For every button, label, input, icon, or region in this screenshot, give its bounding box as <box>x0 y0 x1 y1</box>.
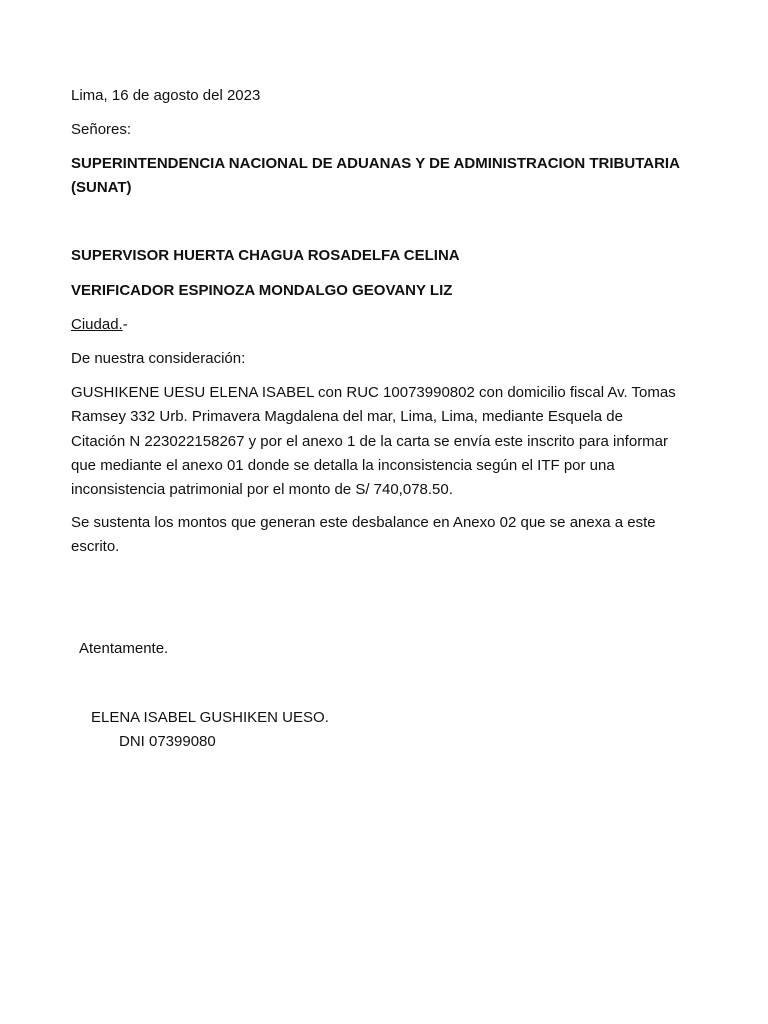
body-paragraph-line: Citación N 223022158267 y por el anexo 1 de la carta se envía este inscrito para informar <box>71 432 669 450</box>
city-label: Ciudad. <box>71 316 123 333</box>
city-line <box>71 313 128 337</box>
verifier-line: VERIFICADOR ESPINOZA MONDALGO GEOVANY LIZ <box>71 282 453 299</box>
recipient-org-line1: SUPERINTENDENCIA NACIONAL DE ADUANAS Y DE ADMINISTRACION TRIBUTARIA <box>71 155 680 172</box>
supervisor-line: SUPERVISOR HUERTA CHAGUA ROSADELFA CELINA <box>71 247 460 264</box>
second-paragraph-line: Se sustenta los montos que generan este desbalance en Anexo 02 que se anexa a este <box>71 514 656 531</box>
greeting: De nuestra consideración: <box>71 350 246 367</box>
body-paragraph-line: Ramsey 332 Urb. Primavera Magdalena del mar, Lima, Lima, mediante Esquela de <box>71 408 623 426</box>
second-paragraph-line: escrito. <box>71 538 120 556</box>
body-paragraph <box>71 381 721 502</box>
second-paragraph <box>71 511 721 560</box>
closing: Atentamente. <box>79 640 169 657</box>
salutation: Señores: <box>71 121 132 138</box>
body-paragraph-line: GUSHIKENE UESU ELENA ISABEL con RUC 10073990802 con domicilio fiscal Av. Tomas <box>71 384 676 401</box>
recipient-org-line2: (SUNAT) <box>71 179 132 196</box>
signer-name: ELENA ISABEL GUSHIKEN UESO. <box>91 709 329 726</box>
city-suffix: - <box>122 316 128 333</box>
date-line: Lima, 16 de agosto del 2023 <box>71 87 261 104</box>
body-paragraph-line: que mediante el anexo 01 donde se detalla la inconsistencia según el ITF por una <box>71 456 615 474</box>
signer-id: DNI 07399080 <box>119 733 216 750</box>
body-paragraph-line: inconsistencia patrimonial por el monto de S/ 740,078.50. <box>71 481 453 499</box>
